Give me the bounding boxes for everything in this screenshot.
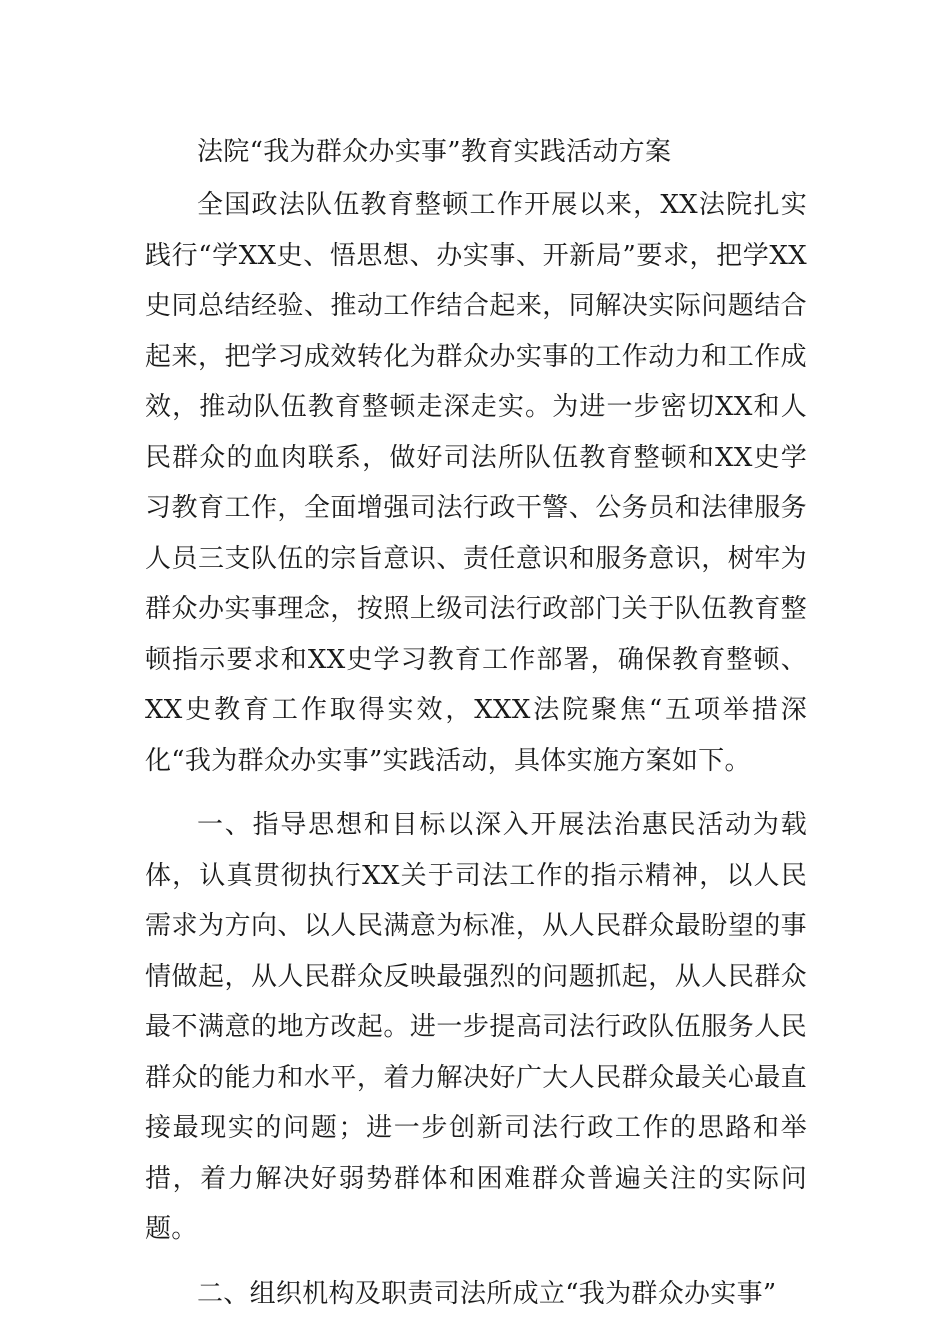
document-body: [145, 130, 807, 1319]
document-title: 法院“我为群众办实事”教育实践活动方案: [197, 137, 672, 167]
paragraph-intro: 全国政法队伍教育整顿工作开展以来，XX法院扎实践行“学XX史、悟思想、办实事、开新局”要求，把学XX史同总结经验、推动工作结合起来，同解决实际问题结合起来，把学习成效转化为群众办实事的工作动力和工作成效，推动队伍教育整顿走深走实。为进一步密切XX和人民群众的血肉联系，做好司法所队伍教育整顿和XX史学习教育工作，全面增强司法行政干警、公务员和法律服务人员三支队伍的宗旨意识、责任意识和服务意识，树牢为群众办实事理念，按照上级司法行政部门关于队伍教育整顿指示要求和XX史学习教育工作部署，确保教育整顿、XX史教育工作取得实效，XXX法院聚焦“五项举措深化“我为群众办实事”实践活动，具体实施方案如下。: [145, 190, 807, 776]
paragraph-section-1: 一、指导思想和目标以深入开展法治惠民活动为载体，认真贯彻执行XX关于司法工作的指示精神，以人民需求为方向、以人民满意为标准，从人民群众最盼望的事情做起，从人民群众反映最强烈的问题抓起，从人民群众最不满意的地方改起。进一步提高司法行政队伍服务人民群众的能力和水平，着力解决好广大人民群众最关心最直接最现实的问题；进一步创新司法行政工作的思路和举措，着力解决好弱势群体和困难群众普遍关注的实际问题。: [145, 810, 807, 1244]
paragraph-section-2: 二、组织机构及职责司法所成立“我为群众办实事”: [197, 1278, 777, 1309]
